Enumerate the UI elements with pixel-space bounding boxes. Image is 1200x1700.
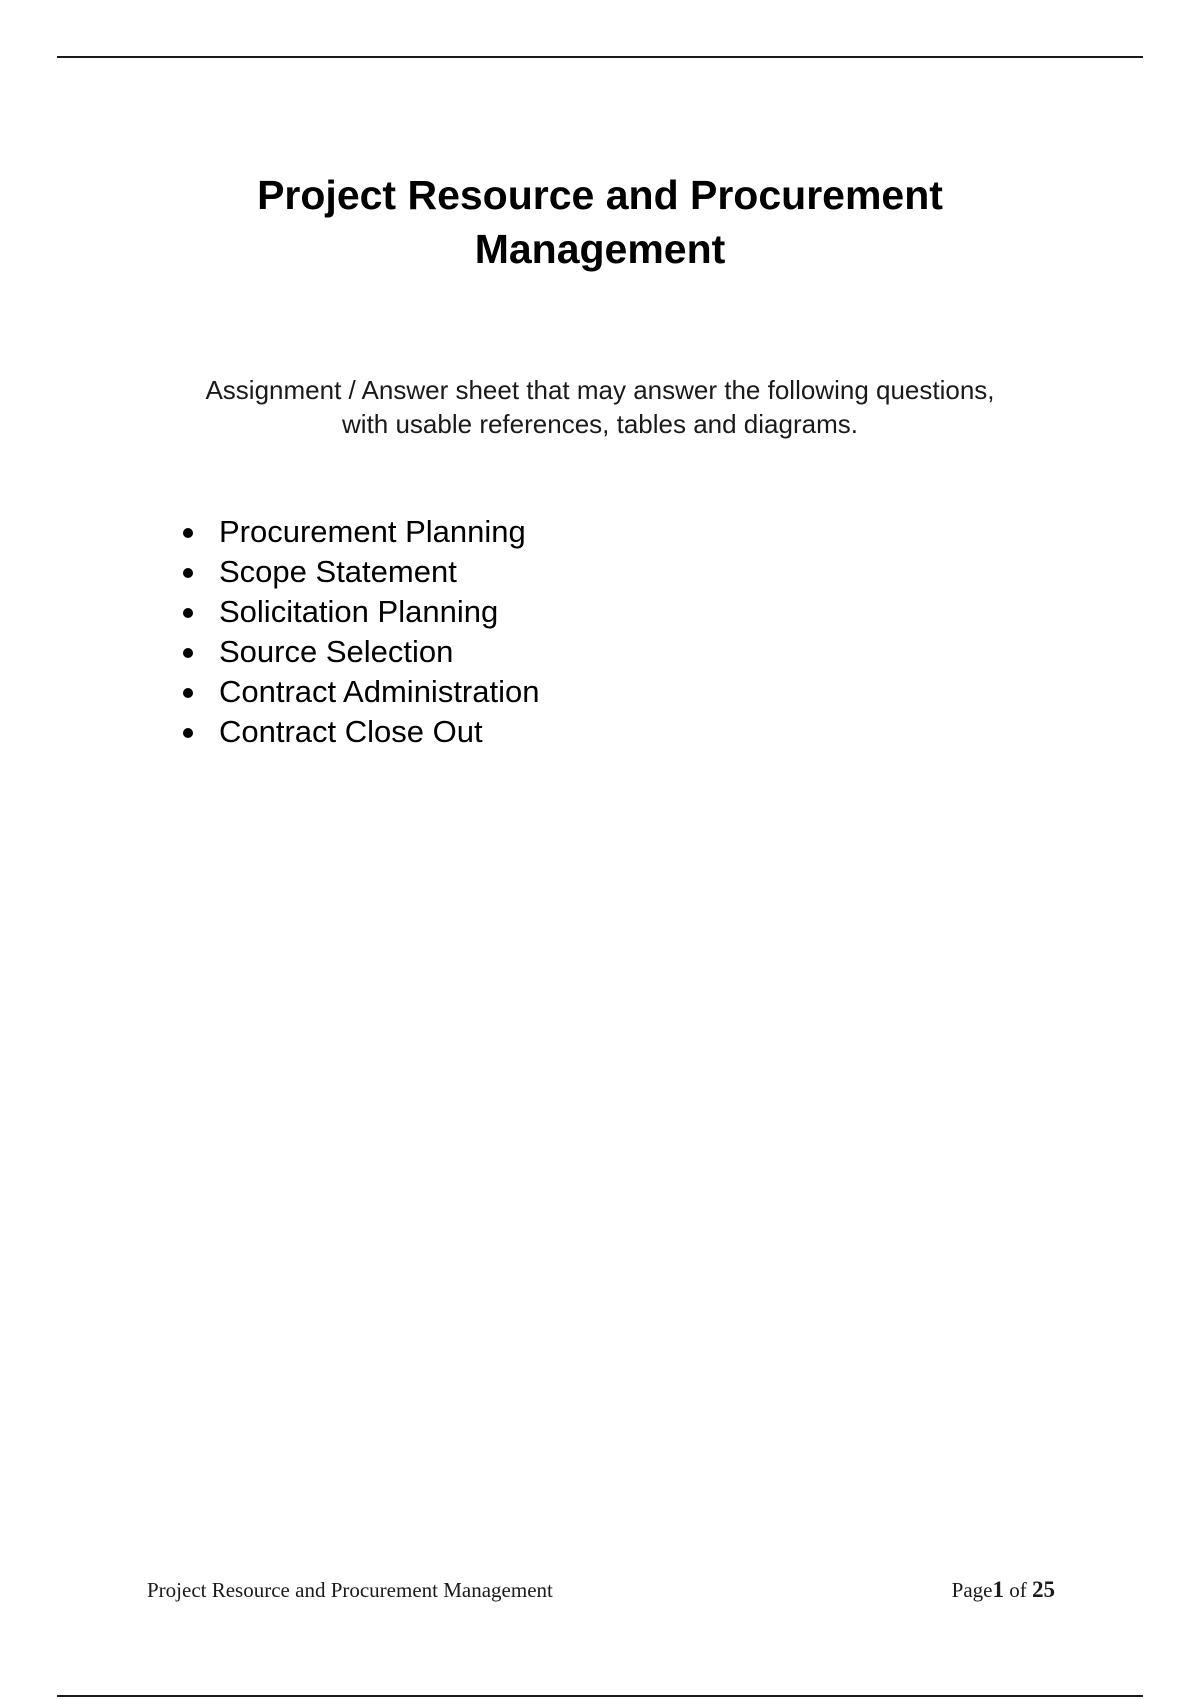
page-footer — [147, 1575, 1055, 1605]
of-label: of — [1009, 1578, 1027, 1602]
list-item — [170, 512, 539, 552]
topic-label: Scope Statement — [219, 554, 457, 589]
topic-list — [170, 512, 539, 752]
page-label: Page — [951, 1578, 993, 1602]
list-item — [170, 592, 539, 632]
title-line-1: Project Resource and Procurement — [257, 172, 943, 218]
bullet-icon — [183, 608, 193, 618]
bullet-icon — [183, 728, 193, 738]
list-item — [170, 672, 539, 712]
total-pages: 25 — [1032, 1577, 1055, 1602]
footer-document-title: Project Resource and Procurement Management — [147, 1578, 553, 1602]
subtitle-line-1: Assignment / Answer sheet that may answer the following questions, — [205, 375, 995, 405]
topic-label: Contract Close Out — [219, 714, 483, 749]
bullet-icon — [183, 568, 193, 578]
bullet-icon — [183, 528, 193, 538]
title-line-2: Management — [474, 226, 726, 272]
topic-label: Solicitation Planning — [219, 594, 499, 629]
list-item — [170, 712, 539, 752]
bullet-icon — [183, 688, 193, 698]
page-title — [0, 168, 1200, 276]
header-rule — [57, 56, 1143, 58]
list-item — [170, 632, 539, 672]
assignment-description — [0, 373, 1200, 441]
bullet-icon — [183, 648, 193, 658]
page-number — [952, 1575, 1055, 1605]
topic-label: Procurement Planning — [219, 514, 526, 549]
list-item — [170, 552, 539, 592]
topic-label: Source Selection — [219, 634, 454, 669]
topic-label: Contract Administration — [219, 674, 540, 709]
current-page: 1 — [992, 1577, 1004, 1602]
footer-rule — [57, 1695, 1143, 1697]
subtitle-line-2: with usable references, tables and diagrams. — [342, 409, 858, 439]
